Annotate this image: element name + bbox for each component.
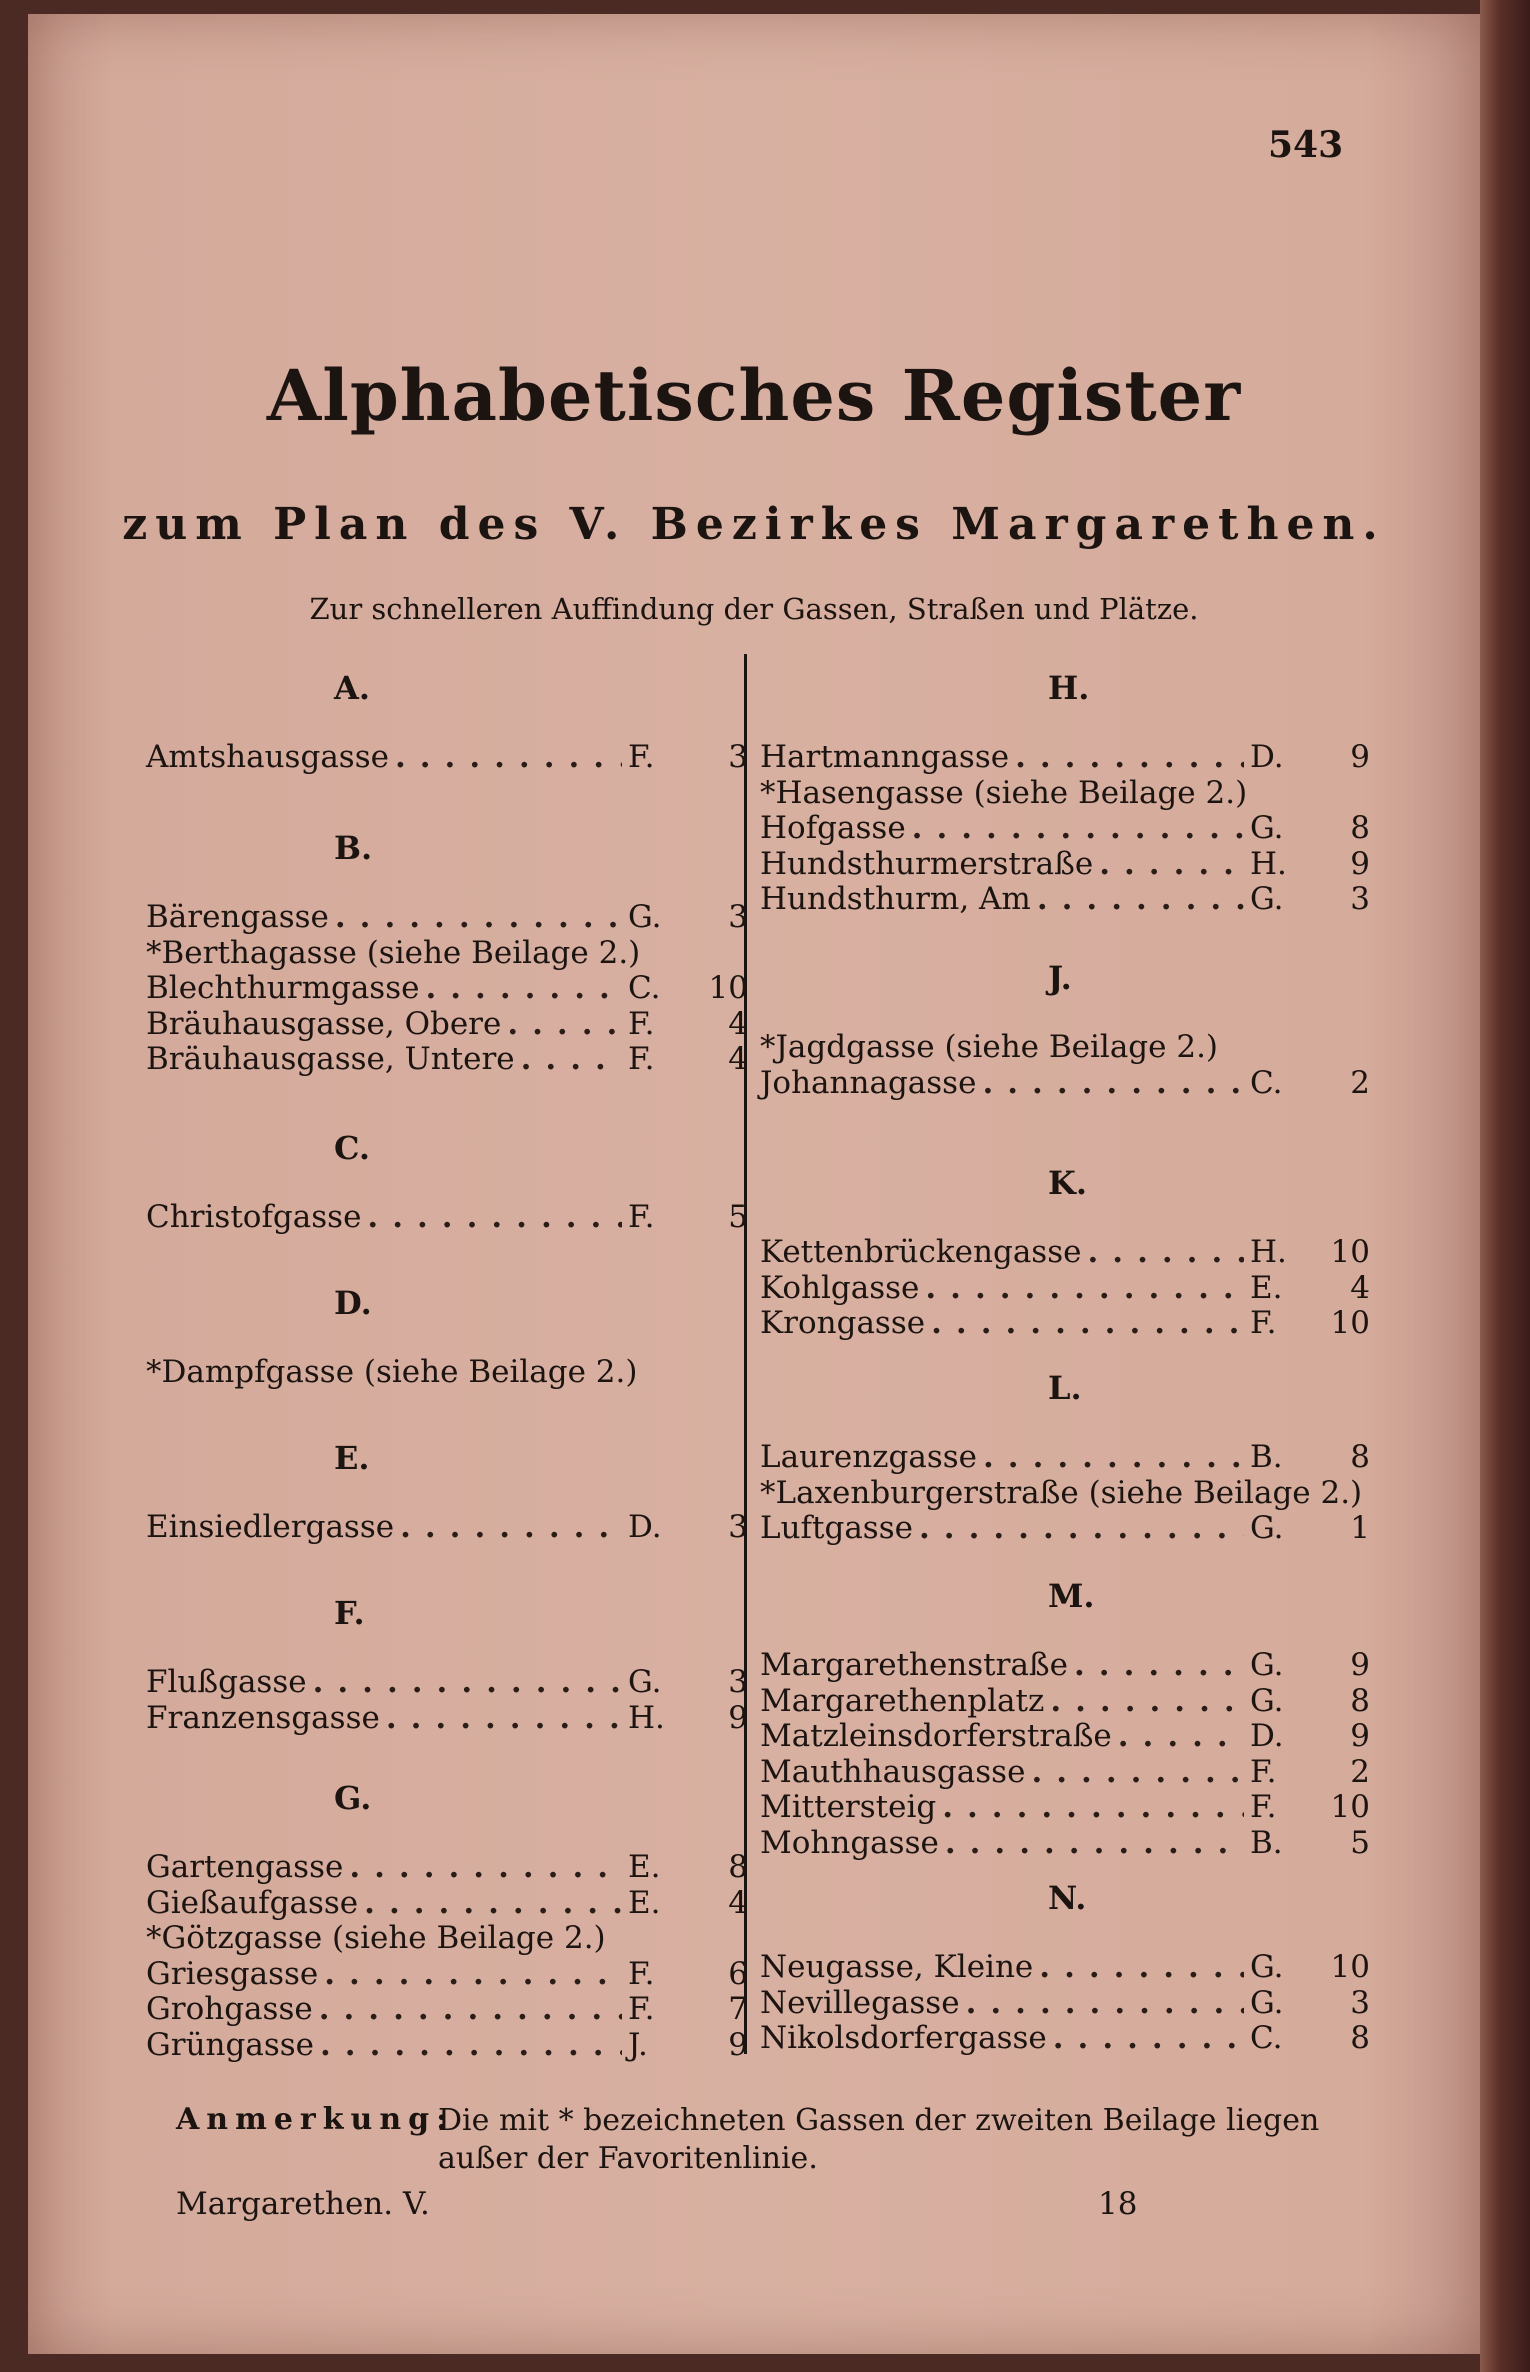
register-entry (760, 1754, 1370, 1788)
register-entry (146, 1509, 748, 1543)
grid-reference (1250, 1683, 1370, 1719)
grid-number: 9 (1350, 739, 1370, 775)
street-name: Hofgasse (760, 810, 906, 846)
street-name: Matzleinsdorferstraße (760, 1718, 1112, 1754)
dot-leader (945, 1825, 1244, 1861)
register-entry (760, 810, 1370, 844)
street-name: Luftgasse (760, 1510, 913, 1546)
register-entry (146, 1700, 748, 1734)
dot-leader (386, 1700, 622, 1736)
dot-leader (1031, 1754, 1244, 1790)
register-entry (146, 739, 748, 773)
register-entry (760, 1985, 1370, 2019)
grid-reference (1250, 1305, 1370, 1341)
grid-column: H. (628, 1699, 665, 1736)
grid-reference (628, 1509, 748, 1545)
grid-reference (1250, 810, 1370, 846)
page-title: Alphabetisches Register (266, 354, 1242, 437)
grid-column: C. (628, 970, 661, 1006)
grid-number: 2 (1350, 1064, 1370, 1101)
grid-number: 9 (728, 2026, 748, 2063)
dot-leader (1050, 1683, 1244, 1719)
grid-column: C. (1250, 1064, 1283, 1101)
grid-column: F. (628, 1199, 655, 1235)
section-letter: N. (1048, 1879, 1087, 1917)
section-letter: H. (1048, 669, 1090, 707)
register-entry (760, 775, 1370, 809)
grid-column: H. (1250, 845, 1287, 882)
street-name: Nevillegasse (760, 1984, 960, 2021)
street-name: Mittersteig (760, 1789, 937, 1825)
grid-reference (628, 1006, 748, 1042)
street-name: Laurenzgasse (760, 1439, 977, 1475)
register-entry (760, 1789, 1370, 1823)
street-name: Hartmanngasse (760, 739, 1010, 775)
section-letter: B. (334, 829, 373, 867)
grid-reference (628, 1991, 748, 2027)
street-name: Grüngasse (146, 2026, 315, 2063)
register-entry (760, 1065, 1370, 1099)
grid-number: 4 (728, 1041, 748, 1077)
grid-reference (628, 2027, 748, 2063)
street-name: Kettenbrückengasse (760, 1234, 1082, 1270)
grid-column: E. (628, 1884, 661, 1921)
register-entry (146, 899, 748, 933)
grid-column: G. (628, 899, 662, 935)
dot-leader (931, 1305, 1244, 1341)
grid-number: 4 (1350, 1269, 1370, 1306)
register-entry (760, 1718, 1370, 1752)
street-name: Johannagasse (760, 1064, 977, 1101)
grid-column: F. (628, 1005, 655, 1042)
grid-number: 9 (1350, 1647, 1370, 1683)
grid-reference (1250, 1234, 1370, 1270)
street-name: Flußgasse (146, 1664, 307, 1700)
grid-number: 3 (1350, 1984, 1370, 2021)
grid-reference (1250, 1718, 1370, 1754)
street-name: Franzensgasse (146, 1699, 380, 1736)
street-name: *Berthagasse (siehe Beilage 2.) (146, 934, 641, 971)
grid-column: C. (1250, 2020, 1283, 2056)
grid-column: E. (1250, 1269, 1283, 1306)
street-name: Nikolsdorfergasse (760, 2020, 1047, 2056)
grid-reference (628, 899, 748, 935)
grid-reference (628, 1700, 748, 1736)
section-letter: K. (1048, 1164, 1087, 1202)
grid-reference (628, 1199, 748, 1235)
dot-leader (912, 810, 1244, 846)
grid-number: 10 (708, 970, 748, 1006)
grid-column: G. (628, 1664, 662, 1700)
grid-reference (1250, 1825, 1370, 1861)
street-name: Gartengasse (146, 1849, 344, 1885)
register-entry (760, 1949, 1370, 1983)
street-name: Gießaufgasse (146, 1884, 359, 1921)
page-number: 543 (1268, 124, 1344, 166)
register-entry (760, 846, 1370, 880)
register-entry (146, 1006, 748, 1040)
section-letter: M. (1048, 1577, 1095, 1615)
register-entry (760, 1029, 1370, 1063)
grid-column: G. (1250, 881, 1284, 917)
grid-column: G. (1250, 1984, 1284, 2021)
register-entry (760, 1825, 1370, 1859)
grid-number: 8 (1350, 810, 1370, 846)
register-entry (146, 1199, 748, 1233)
grid-number: 8 (1350, 1682, 1370, 1719)
grid-reference (1250, 739, 1370, 775)
grid-reference (1250, 1065, 1370, 1101)
grid-reference (1250, 1949, 1370, 1985)
grid-reference (628, 1664, 748, 1700)
grid-column: D. (628, 1509, 662, 1545)
grid-number: 9 (1350, 1718, 1370, 1754)
grid-reference (628, 739, 748, 775)
grid-number: 8 (728, 1849, 748, 1885)
section-letter: L. (1048, 1369, 1082, 1407)
grid-number: 10 (1330, 1234, 1370, 1270)
section-letter: C. (334, 1129, 371, 1167)
register-entry (760, 1439, 1370, 1473)
dot-leader (521, 1041, 622, 1077)
dot-leader (1099, 846, 1244, 882)
grid-column: F. (1250, 1789, 1277, 1825)
street-name: Hundsthurm, Am (760, 881, 1031, 917)
dot-leader (313, 1664, 622, 1700)
street-name: Mohngasse (760, 1824, 939, 1861)
section-letter: G. (334, 1779, 372, 1817)
section-letter: A. (334, 669, 370, 707)
intro-line: Zur schnelleren Auffindung der Gassen, Straßen und Plätze. (309, 592, 1199, 626)
grid-number: 3 (728, 1664, 748, 1700)
dot-leader (324, 1956, 622, 1992)
grid-reference (1250, 1985, 1370, 2021)
book-edge (1480, 0, 1530, 2372)
grid-reference (1250, 1270, 1370, 1306)
street-name: *Laxenburgerstraße (siehe Beilage 2.) (760, 1474, 1363, 1511)
grid-reference (628, 1956, 748, 1992)
street-name: Christofgasse (146, 1199, 362, 1235)
dot-leader (507, 1006, 622, 1042)
grid-number: 3 (1350, 881, 1370, 917)
street-name: Einsiedlergasse (146, 1509, 395, 1545)
dot-leader (1039, 1949, 1244, 1985)
grid-reference (628, 970, 748, 1006)
grid-reference (628, 1849, 748, 1885)
dot-leader (335, 899, 622, 935)
section-letter: J. (1048, 959, 1072, 997)
book-page (28, 14, 1480, 2354)
dot-leader (982, 1065, 1244, 1101)
register-entry (760, 2020, 1370, 2054)
grid-reference (1250, 846, 1370, 882)
grid-column: E. (628, 1849, 661, 1885)
register-entry (760, 1510, 1370, 1544)
grid-number: 4 (728, 1884, 748, 1921)
register-entry (146, 970, 748, 1004)
street-name: Krongasse (760, 1305, 926, 1341)
grid-number: 5 (728, 1199, 748, 1235)
grid-column: D. (1250, 739, 1284, 775)
register-entry (760, 1683, 1370, 1717)
street-name: Mauthhausgasse (760, 1753, 1026, 1790)
section-letter: E. (334, 1439, 370, 1477)
register-entry (146, 935, 748, 969)
register-entry (760, 1234, 1370, 1268)
grid-column: F. (628, 1955, 655, 1992)
register-entry (760, 1647, 1370, 1681)
street-name: Griesgasse (146, 1955, 319, 1992)
grid-number: 10 (1330, 1789, 1370, 1825)
section-letter: F. (334, 1594, 365, 1632)
street-name: Margarethenplatz (760, 1682, 1045, 1719)
grid-number: 10 (1330, 1949, 1370, 1985)
grid-number: 1 (1350, 1510, 1370, 1546)
grid-number: 2 (1350, 1753, 1370, 1790)
dot-leader (320, 2027, 622, 2063)
street-name: Margarethenstraße (760, 1647, 1068, 1683)
dot-leader (1074, 1647, 1244, 1683)
grid-column: D. (1250, 1718, 1284, 1754)
street-name: Neugasse, Kleine (760, 1949, 1034, 1985)
street-name: Kohlgasse (760, 1269, 920, 1306)
grid-column: G. (1250, 1682, 1284, 1719)
grid-reference (628, 1041, 748, 1077)
grid-reference (1250, 2020, 1370, 2056)
grid-column: G. (1250, 1510, 1284, 1546)
dot-leader (367, 1199, 622, 1235)
grid-number: 3 (728, 899, 748, 935)
dot-leader (319, 1991, 622, 2027)
grid-column: B. (1250, 1824, 1283, 1861)
grid-reference (1250, 1647, 1370, 1683)
dot-leader (1087, 1234, 1244, 1270)
grid-column: F. (628, 1041, 655, 1077)
register-entry (146, 1041, 748, 1075)
street-name: Bräuhausgasse, Obere (146, 1005, 502, 1042)
dot-leader (1053, 2020, 1244, 2056)
register-entry (146, 1920, 748, 1954)
street-name: *Dampfgasse (siehe Beilage 2.) (146, 1354, 638, 1390)
register-entry (146, 1956, 748, 1990)
register-entry (146, 1664, 748, 1698)
grid-column: F. (1250, 1753, 1277, 1790)
grid-column: B. (1250, 1439, 1283, 1475)
grid-number: 4 (728, 1005, 748, 1042)
street-name: Hundsthurmerstraße (760, 845, 1094, 882)
grid-reference (1250, 1789, 1370, 1825)
dot-leader (942, 1789, 1244, 1825)
register-entry (760, 1475, 1370, 1509)
grid-number: 3 (728, 1509, 748, 1545)
grid-number: 10 (1330, 1305, 1370, 1341)
grid-reference (628, 1885, 748, 1921)
dot-leader (400, 1509, 622, 1545)
street-name: Blechthurmgasse (146, 970, 420, 1006)
dot-leader (425, 970, 622, 1006)
grid-column: F. (628, 1991, 655, 2027)
street-name: Amtshausgasse (146, 739, 389, 775)
register-entry (146, 2027, 748, 2061)
dot-leader (925, 1270, 1244, 1306)
grid-column: G. (1250, 1949, 1284, 1985)
register-entry (760, 1270, 1370, 1304)
grid-reference (1250, 881, 1370, 917)
footer-signature: Margarethen. V. (176, 2186, 430, 2222)
section-letter: D. (334, 1284, 372, 1322)
register-entry (146, 1354, 748, 1388)
grid-column: F. (628, 739, 655, 775)
grid-number: 9 (1350, 845, 1370, 882)
register-entry (146, 1849, 748, 1883)
dot-leader (983, 1439, 1244, 1475)
dot-leader (919, 1510, 1244, 1546)
note-text: Die mit * bezeichneten Gassen der zweiten Beilage liegen außer der Favoritenlinie. (438, 2103, 1320, 2176)
note-label: Anmerkung: (176, 2102, 455, 2137)
street-name: Grohgasse (146, 1991, 313, 2027)
grid-column: H. (1250, 1234, 1287, 1270)
dot-leader (1118, 1718, 1244, 1754)
grid-number: 5 (1350, 1824, 1370, 1861)
dot-leader (966, 1985, 1244, 2021)
street-name: *Hasengasse (siehe Beilage 2.) (760, 774, 1248, 811)
grid-number: 7 (728, 1991, 748, 2027)
grid-number: 6 (728, 1955, 748, 1992)
dot-leader (349, 1849, 622, 1885)
grid-number: 9 (728, 1699, 748, 1736)
grid-column: G. (1250, 1647, 1284, 1683)
street-name: Bärengasse (146, 899, 329, 935)
street-name: *Jagdgasse (siehe Beilage 2.) (760, 1029, 1219, 1065)
grid-column: J. (628, 2026, 648, 2063)
street-name: Bräuhausgasse, Untere (146, 1041, 515, 1077)
grid-number: 8 (1350, 2020, 1370, 2056)
grid-column: G. (1250, 810, 1284, 846)
street-name: *Götzgasse (siehe Beilage 2.) (146, 1920, 606, 1956)
grid-number: 3 (728, 739, 748, 775)
grid-number: 8 (1350, 1439, 1370, 1475)
dot-leader (364, 1885, 622, 1921)
grid-reference (1250, 1510, 1370, 1546)
dot-leader (395, 739, 622, 775)
register-entry (146, 1885, 748, 1919)
page-subtitle: zum Plan des V. Bezirkes Margarethen. (122, 499, 1386, 550)
register-entry (760, 739, 1370, 773)
dot-leader (1037, 881, 1244, 917)
register-entry (146, 1991, 748, 2025)
grid-column: F. (1250, 1305, 1277, 1341)
footer-sheet-number: 18 (1098, 2186, 1138, 2222)
register-entry (760, 1305, 1370, 1339)
grid-reference (1250, 1439, 1370, 1475)
dot-leader (1015, 739, 1244, 775)
grid-reference (1250, 1754, 1370, 1790)
register-entry (760, 881, 1370, 915)
